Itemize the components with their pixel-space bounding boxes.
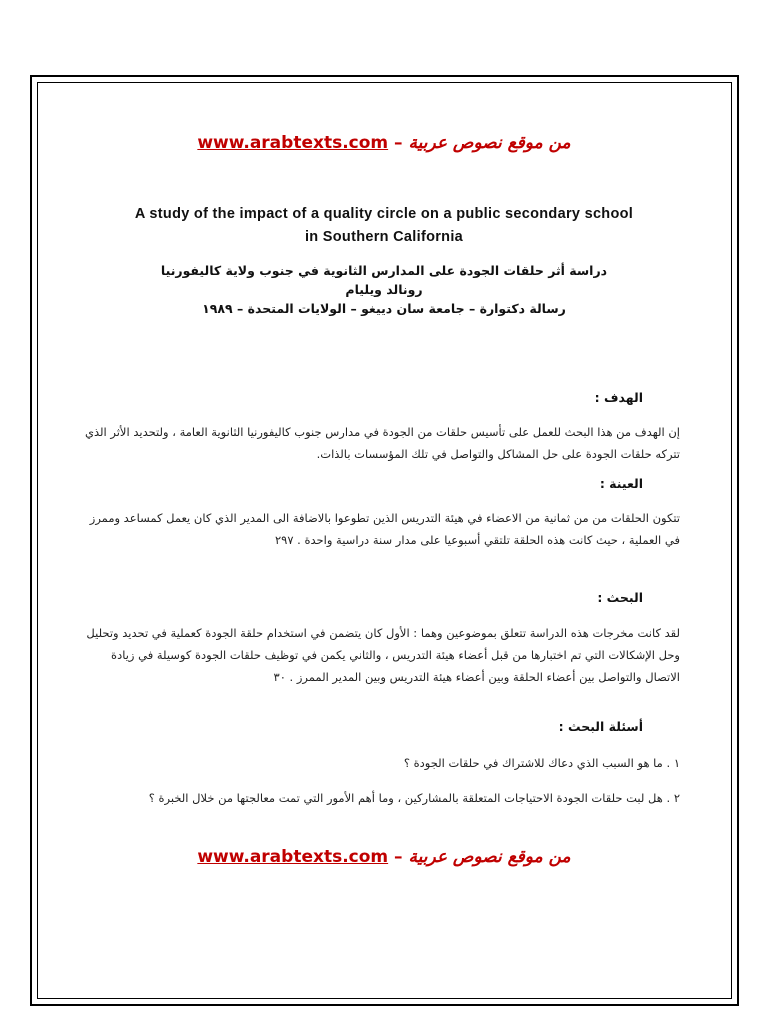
arabic-title-block bbox=[70, 261, 698, 318]
sample-heading: العينة : bbox=[599, 476, 643, 491]
banner-dash-bottom: – bbox=[388, 847, 409, 867]
questions-heading: أسئلة البحث : bbox=[558, 719, 643, 734]
research-paragraph: لقد كانت مخرجات هذه الدراسة تتعلق بموضوعين وهما : الأول كان يتضمن في استخدام حلقة الجودة كعملية في تحديد وتحليل وحل الإشكالات التي تم اختبارها من قبل أعضاء هيئة التدريس ، والثاني يكمن في توظيف حلقات الجودة كوسيلة في زيادة الاتصال والتواصل بين أعضاء الحلقة وبين أعضاء هيئة التدريس وبين المدير الممرز . ٣٠ bbox=[86, 626, 680, 684]
goal-heading: الهدف : bbox=[594, 390, 643, 405]
banner-arabic-top: من موقع نصوص عربية bbox=[408, 133, 571, 153]
footer-banner bbox=[0, 847, 768, 867]
goal-paragraph: إن الهدف من هذا البحث للعمل على تأسيس حلقات من الجودة في مدارس جنوب كاليفورنيا الثانوية العامة ، ولتحديد الأثر الذي تتركه حلقات الجودة على حل المشاكل والتواصل في تلك المؤسسات بالذات. bbox=[84, 425, 680, 461]
banner-arabic-bottom: من موقع نصوص عربية bbox=[408, 847, 571, 867]
english-title-line2: in Southern California bbox=[304, 229, 464, 245]
english-title-line1: A study of the impact of a quality circle on a public secondary school bbox=[134, 206, 634, 222]
arabic-title: دراسة أثر حلقات الجودة على المدارس الثانوية في جنوب ولاية كاليفورنيا bbox=[160, 263, 608, 278]
header-banner bbox=[0, 133, 768, 153]
question-1: ١ . ما هو السبب الذي دعاك للاشتراك في حلقات الجودة ؟ bbox=[403, 756, 680, 770]
author-name: رونالد ويليام bbox=[345, 282, 423, 297]
site-link-bottom[interactable]: www.arabtexts.com bbox=[197, 847, 389, 867]
sample-paragraph: تتكون الحلقات من من ثمانية من الاعضاء في هيئة التدريس الذين تطوعوا بالاضافة الى المدير الذي كان يعمل كمساعد وممرز في العملية ، حيث كانت هذه الحلقة تلتقي أسبوعيا على مدار سنة دراسية واحدة . ٢٩٧ bbox=[89, 511, 680, 547]
thesis-info: رسالة دكتوارة – جامعة سان دييغو – الولايات المتحدة – ١٩٨٩ bbox=[202, 301, 566, 316]
question-2: ٢ . هل لبت حلقات الجودة الاحتياجات المتعلقة بالمشاركين ، وما أهم الأمور التي تمت معالجتها من خلال الخبرة ؟ bbox=[148, 791, 680, 805]
english-title bbox=[70, 203, 698, 249]
research-heading: البحث : bbox=[597, 590, 643, 605]
banner-dash: – bbox=[388, 133, 409, 153]
site-link-top[interactable]: www.arabtexts.com bbox=[197, 133, 389, 153]
